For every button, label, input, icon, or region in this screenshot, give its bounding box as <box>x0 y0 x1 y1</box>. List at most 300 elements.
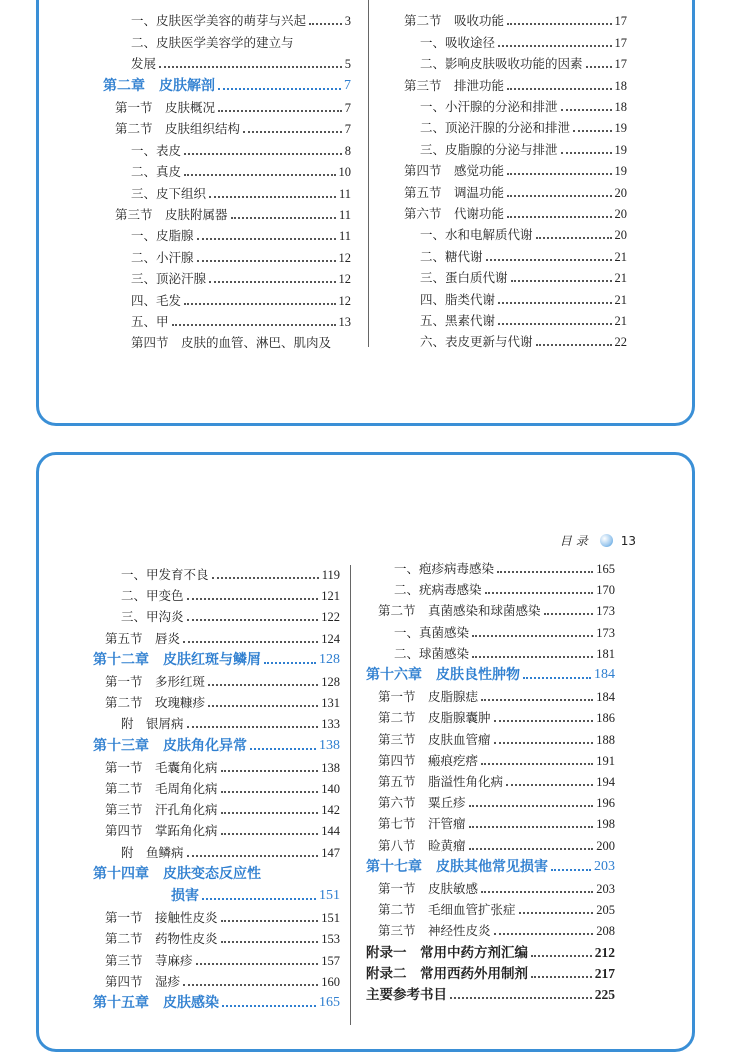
toc-entry-page: 19 <box>614 121 627 135</box>
bullet-icon <box>600 534 613 547</box>
toc-entry-title: 第二节 真菌感染和球菌感染 <box>378 603 541 618</box>
toc-entry-page: 191 <box>596 754 615 768</box>
leader-dots <box>485 592 594 594</box>
toc-entry <box>420 55 627 73</box>
leader-dots <box>250 748 316 750</box>
leader-dots <box>544 613 594 615</box>
toc-entry-title: 三、皮下组织 <box>131 186 207 201</box>
leader-dots <box>469 805 594 807</box>
toc-entry <box>105 909 340 927</box>
toc-entry-page: 17 <box>614 14 627 28</box>
toc-entry <box>105 759 340 777</box>
toc-entry-title: 第二节 毛细血管扩张症 <box>378 902 516 917</box>
toc-entry <box>105 801 340 819</box>
leader-dots <box>208 684 318 686</box>
toc-entry-page: 186 <box>596 711 615 725</box>
toc-entry-title: 附录二 常用西药外用制剂 <box>366 966 528 982</box>
toc-entry-title: 第一节 皮脂腺痣 <box>378 689 479 704</box>
toc-entry-title: 第六节 代谢功能 <box>404 206 505 221</box>
toc-entry <box>378 794 615 812</box>
toc-entry <box>131 334 351 352</box>
toc-entry-title: 二、糖代谢 <box>420 249 483 264</box>
leader-dots <box>511 280 612 282</box>
leader-dots <box>486 259 612 261</box>
toc-entry-title: 二、小汗腺 <box>131 250 194 265</box>
toc-entry-title: 损害 <box>171 888 199 904</box>
toc-entry-title: 第十五章 皮肤感染 <box>93 995 219 1011</box>
leader-dots <box>586 66 612 68</box>
toc-entry-title: 第三节 汗孔角化病 <box>105 802 218 817</box>
toc-entry <box>131 292 351 310</box>
toc-entry-page: 19 <box>614 164 627 178</box>
toc-entry <box>404 12 627 30</box>
toc-entry-title: 四、脂类代谢 <box>420 292 496 307</box>
toc-entry-title: 第四节 湿疹 <box>105 974 181 989</box>
toc-entry-title: 第七节 汗管瘤 <box>378 816 466 831</box>
toc-entry-page: 160 <box>321 975 340 989</box>
toc-entry-title: 第二章 皮肤解剖 <box>103 78 215 94</box>
toc-entry <box>420 226 627 244</box>
toc-entry-page: 205 <box>596 903 615 917</box>
toc-entry-page: 142 <box>321 803 340 817</box>
toc-page-top <box>36 0 695 426</box>
toc-entry-title: 第十六章 皮肤良性肿物 <box>366 667 520 683</box>
toc-entry-title: 第三节 排泄功能 <box>404 78 505 93</box>
toc-entry-page: 12 <box>338 272 351 286</box>
toc-entry-title: 第八节 睑黄瘤 <box>378 838 466 853</box>
toc-entry <box>420 248 627 266</box>
toc-entry-page: 157 <box>321 954 340 968</box>
toc-entry-page: 128 <box>321 675 340 689</box>
toc-entry <box>366 666 615 684</box>
toc-entry-title: 一、表皮 <box>131 143 182 158</box>
toc-entry-page: 19 <box>614 143 627 157</box>
toc-entry <box>404 184 627 202</box>
toc-entry <box>115 120 351 138</box>
toc-entry <box>131 163 351 181</box>
toc-entry <box>394 560 615 578</box>
toc-entry <box>378 688 615 706</box>
toc-entry-page: 21 <box>614 293 627 307</box>
toc-entry-page: 20 <box>614 207 627 221</box>
toc-entry-title: 二、顶泌汗腺的分泌和排泄 <box>420 120 571 135</box>
leader-dots <box>184 303 335 305</box>
leader-dots <box>506 784 593 786</box>
toc-entry-title: 三、皮脂腺的分泌与排泄 <box>420 142 558 157</box>
toc-entry-page: 10 <box>338 165 351 179</box>
toc-entry <box>366 858 615 876</box>
toc-entry-page: 7 <box>344 122 351 136</box>
toc-entry <box>378 773 615 791</box>
page-header <box>560 532 636 549</box>
leader-dots <box>494 933 594 935</box>
toc-entry <box>394 624 615 642</box>
toc-entry-page <box>615 0 628 1</box>
toc-entry-title: 二、疣病毒感染 <box>394 582 482 597</box>
leader-dots <box>507 216 611 218</box>
toc-entry-page: 170 <box>596 583 615 597</box>
toc-entry <box>378 880 615 898</box>
toc-entry <box>121 844 340 862</box>
toc-entry-title: 一、皮脂腺 <box>131 228 194 243</box>
toc-entry <box>121 566 340 584</box>
toc-entry <box>394 645 615 663</box>
toc-entry <box>115 206 351 224</box>
toc-entry-title: 第五节 脂溢性角化病 <box>378 774 504 789</box>
toc-entry-title: 第三节 神经性皮炎 <box>378 923 491 938</box>
leader-dots <box>309 23 342 25</box>
toc-entry <box>105 952 340 970</box>
leader-dots <box>497 571 593 573</box>
toc-entry-title: 一、真菌感染 <box>394 625 470 640</box>
toc-entry-page: 18 <box>614 79 627 93</box>
toc-entry-page: 11 <box>338 187 351 201</box>
toc-entry-page: 212 <box>594 945 615 960</box>
toc-page-bottom <box>36 452 695 1052</box>
toc-entry-title: 第一节 毛囊角化病 <box>105 760 218 775</box>
leader-dots <box>209 281 335 283</box>
toc-entry <box>404 205 627 223</box>
leader-dots <box>469 826 594 828</box>
toc-entry-title: 第二节 皮肤组织结构 <box>115 121 241 136</box>
toc-entry-page: 208 <box>596 924 615 938</box>
toc-entry <box>121 608 340 626</box>
toc-entry <box>420 34 627 52</box>
toc-entry <box>378 602 615 620</box>
toc-entry-title: 发展 <box>131 56 157 71</box>
toc-entry-page: 138 <box>321 761 340 775</box>
leader-dots <box>202 898 316 900</box>
toc-entry-page: 151 <box>319 888 340 903</box>
toc-entry <box>378 709 615 727</box>
toc-entry-page: 13 <box>338 315 351 329</box>
toc-entry <box>420 333 627 351</box>
leader-dots <box>573 130 611 132</box>
toc-entry-page: 151 <box>321 911 340 925</box>
leader-dots <box>507 88 611 90</box>
toc-entry-title: 三、甲沟炎 <box>121 609 184 624</box>
toc-entry-title: 附 银屑病 <box>121 716 184 731</box>
toc-entry-page: 184 <box>594 667 615 682</box>
toc-entry-title: 第五节 唇炎 <box>105 631 181 646</box>
toc-entry-page: 20 <box>614 228 627 242</box>
leader-dots <box>551 869 591 871</box>
toc-entry-page: 144 <box>321 824 340 838</box>
toc-entry-title: 第一节 接触性皮炎 <box>105 910 218 925</box>
leader-dots <box>221 770 319 772</box>
toc-entry-title: 主要参考书目 <box>366 987 447 1003</box>
toc-entry-title: 六、表皮更新与代谢 <box>420 334 533 349</box>
leader-dots <box>221 791 319 793</box>
toc-entry <box>131 0 351 1</box>
toc-entry-page: 165 <box>319 995 340 1010</box>
toc-entry-page: 17 <box>614 57 627 71</box>
toc-entry-page: 124 <box>321 632 340 646</box>
toc-entry-title: 一、小汗腺的分泌和排泄 <box>420 99 558 114</box>
toc-entry-page: 181 <box>596 647 615 661</box>
leader-dots <box>481 891 593 893</box>
toc-entry <box>131 185 351 203</box>
toc-entry-title: 第十四章 皮肤变态反应性 <box>93 866 261 882</box>
toc-entry-page: 121 <box>321 589 340 603</box>
leader-dots <box>221 941 319 943</box>
leader-dots <box>498 302 611 304</box>
leader-dots <box>264 662 316 664</box>
toc-entry <box>394 581 615 599</box>
toc-entry-title: 第二节 吸收功能 <box>404 13 505 28</box>
leader-dots <box>172 324 336 326</box>
toc-entry-page: 196 <box>596 796 615 810</box>
toc-entry <box>105 673 340 691</box>
toc-entry-page: 203 <box>596 882 615 896</box>
leader-dots <box>196 963 319 965</box>
leader-dots <box>472 635 593 637</box>
toc-entry <box>404 162 627 180</box>
leader-dots <box>498 45 611 47</box>
toc-entry-title: 第二节 皮脂腺囊肿 <box>378 710 491 725</box>
toc-entry-page: 7 <box>344 78 351 93</box>
toc-entry-title: 第一节 皮肤敏感 <box>378 881 479 896</box>
toc-entry <box>105 630 340 648</box>
column-divider <box>368 0 369 347</box>
toc-entry-title: 二、真皮 <box>131 164 182 179</box>
leader-dots <box>536 344 612 346</box>
leader-dots <box>494 720 594 722</box>
toc-entry-title: 第二节 玫瑰糠疹 <box>105 695 206 710</box>
column-divider <box>350 565 351 1025</box>
toc-entry-title: 三、顶泌汗腺 <box>131 271 207 286</box>
toc-entry-title: 附 鱼鳞病 <box>121 845 184 860</box>
toc-entry-page: 119 <box>321 568 340 582</box>
toc-entry <box>131 55 351 73</box>
toc-entry <box>131 34 351 52</box>
leader-dots <box>481 699 593 701</box>
leader-dots <box>218 88 341 90</box>
toc-entry-page: 140 <box>321 782 340 796</box>
toc-entry-page: 5 <box>344 57 351 71</box>
toc-entry-page: 8 <box>344 144 351 158</box>
leader-dots <box>523 677 591 679</box>
toc-entry <box>378 752 615 770</box>
leader-dots <box>231 217 336 219</box>
toc-entry <box>121 715 340 733</box>
leader-dots <box>507 195 611 197</box>
toc-entry <box>420 269 627 287</box>
toc-entry-page: 194 <box>596 775 615 789</box>
toc-entry <box>420 312 627 330</box>
toc-entry <box>171 887 340 905</box>
toc-entry-page: 198 <box>596 817 615 831</box>
leader-dots <box>519 912 594 914</box>
toc-entry <box>420 119 627 137</box>
toc-entry-title: 三、蛋白质代谢 <box>420 270 508 285</box>
toc-entry <box>378 815 615 833</box>
toc-entry-page: 7 <box>344 101 351 115</box>
toc-entry-page: 203 <box>594 859 615 874</box>
toc-entry <box>366 986 615 1004</box>
leader-dots <box>531 955 592 957</box>
toc-entry-title: 第四节 感觉功能 <box>404 163 505 178</box>
toc-entry <box>105 694 340 712</box>
leader-dots <box>472 656 593 658</box>
toc-entry-page: 225 <box>594 987 615 1002</box>
toc-entry-title: 第三节 皮肤血管瘤 <box>378 732 491 747</box>
toc-entry-page: 3 <box>344 14 351 28</box>
toc-entry-title: 第六节 粟丘疹 <box>378 795 466 810</box>
toc-entry-page: 20 <box>614 186 627 200</box>
toc-entry-page: 217 <box>594 966 615 981</box>
leader-dots <box>184 153 342 155</box>
toc-entry-page <box>345 0 351 1</box>
leader-dots <box>561 109 612 111</box>
leader-dots <box>212 577 319 579</box>
toc-entry <box>131 227 351 245</box>
leader-dots <box>187 598 319 600</box>
toc-entry-title <box>420 0 545 1</box>
running-title: 目录 <box>559 534 592 548</box>
toc-entry-title: 五、黑素代谢 <box>420 313 496 328</box>
toc-entry-page: 188 <box>596 733 615 747</box>
toc-entry-title: 第二节 毛周角化病 <box>105 781 218 796</box>
toc-entry <box>420 291 627 309</box>
toc-entry-title: 二、球菌感染 <box>394 646 470 661</box>
toc-entry-title: 五、甲 <box>131 314 169 329</box>
toc-entry <box>131 313 351 331</box>
toc-entry-page: 12 <box>338 294 351 308</box>
toc-entry-title: 一、吸收途径 <box>420 35 496 50</box>
page-number: 13 <box>620 533 636 548</box>
toc-entry-title: 第五节 调温功能 <box>404 185 505 200</box>
toc-entry-title: 四、毛发 <box>131 293 182 308</box>
leader-dots <box>159 66 342 68</box>
toc-entry <box>93 737 340 755</box>
toc-entry-page: 17 <box>614 36 627 50</box>
toc-entry-page: 11 <box>338 208 351 222</box>
toc-entry-page: 21 <box>614 250 627 264</box>
toc-entry-page: 21 <box>614 271 627 285</box>
toc-entry <box>93 865 340 883</box>
toc-entry <box>420 141 627 159</box>
toc-entry-title: 第一节 多形红斑 <box>105 674 206 689</box>
toc-entry <box>121 587 340 605</box>
leader-dots <box>531 976 592 978</box>
toc-entry-title <box>131 0 156 1</box>
toc-entry <box>103 77 351 95</box>
leader-dots <box>561 152 612 154</box>
toc-entry-title: 二、甲变色 <box>121 588 184 603</box>
toc-entry <box>131 270 351 288</box>
leader-dots <box>507 173 611 175</box>
toc-entry <box>131 142 351 160</box>
toc-entry-page: 173 <box>596 626 615 640</box>
toc-entry <box>105 973 340 991</box>
toc-entry-page: 12 <box>338 251 351 265</box>
toc-entry-title: 第三节 荨麻疹 <box>105 953 193 968</box>
toc-entry-title: 第三节 皮肤附属器 <box>115 207 228 222</box>
leader-dots <box>187 726 319 728</box>
leader-dots <box>221 920 319 922</box>
toc-entry-page: 165 <box>596 562 615 576</box>
toc-entry <box>131 12 351 30</box>
leader-dots <box>221 812 319 814</box>
leader-dots <box>222 1005 316 1007</box>
toc-entry-page: 153 <box>321 932 340 946</box>
leader-dots <box>208 705 318 707</box>
toc-entry <box>93 994 340 1012</box>
toc-entry-page: 173 <box>596 604 615 618</box>
toc-entry-title: 第四节 瘢痕疙瘩 <box>378 753 479 768</box>
toc-entry-title: 第十二章 皮肤红斑与鳞屑 <box>93 652 261 668</box>
leader-dots <box>197 260 336 262</box>
leader-dots <box>218 110 342 112</box>
toc-entry-page: 133 <box>321 717 340 731</box>
toc-entry <box>105 930 340 948</box>
leader-dots <box>469 848 594 850</box>
leader-dots <box>187 619 319 621</box>
leader-dots <box>183 641 318 643</box>
toc-entry <box>378 731 615 749</box>
toc-entry <box>366 944 615 962</box>
toc-entry-page: 131 <box>321 696 340 710</box>
toc-entry-title: 第十七章 皮肤其他常见损害 <box>366 859 548 875</box>
toc-entry <box>378 901 615 919</box>
toc-entry <box>378 922 615 940</box>
leader-dots <box>221 833 319 835</box>
leader-dots <box>498 323 611 325</box>
toc-entry-page: 184 <box>596 690 615 704</box>
toc-entry <box>404 77 627 95</box>
toc-entry-page: 18 <box>614 100 627 114</box>
toc-entry-title: 一、皮肤医学美容的萌芽与兴起 <box>131 13 307 28</box>
toc-entry-title: 附录一 常用中药方剂汇编 <box>366 945 528 961</box>
leader-dots <box>184 174 335 176</box>
toc-entry-title: 第二节 药物性皮炎 <box>105 931 218 946</box>
toc-entry-page: 11 <box>338 229 351 243</box>
toc-entry <box>378 837 615 855</box>
toc-entry <box>420 0 627 1</box>
toc-entry <box>115 99 351 117</box>
leader-dots <box>187 855 319 857</box>
toc-entry-title: 一、水和电解质代谢 <box>420 227 533 242</box>
leader-dots <box>536 237 612 239</box>
toc-entry <box>366 965 615 983</box>
toc-entry <box>105 780 340 798</box>
toc-entry-title: 第十三章 皮肤角化异常 <box>93 738 247 754</box>
leader-dots <box>481 763 593 765</box>
toc-entry-title: 第一节 皮肤概况 <box>115 100 216 115</box>
toc-entry <box>93 651 340 669</box>
leader-dots <box>450 997 592 999</box>
toc-entry-title: 一、疱疹病毒感染 <box>394 561 495 576</box>
toc-entry-page: 128 <box>319 652 340 667</box>
toc-entry-page: 138 <box>319 738 340 753</box>
leader-dots <box>507 23 611 25</box>
leader-dots <box>243 131 342 133</box>
leader-dots <box>209 196 336 198</box>
toc-entry-page: 147 <box>321 846 340 860</box>
toc-entry-page: 200 <box>596 839 615 853</box>
leader-dots <box>183 984 318 986</box>
leader-dots <box>197 238 336 240</box>
toc-entry <box>420 98 627 116</box>
toc-entry-title: 第四节 掌跖角化病 <box>105 823 218 838</box>
leader-dots <box>494 742 594 744</box>
toc-entry-title: 一、甲发育不良 <box>121 567 209 582</box>
toc-entry-title: 二、影响皮肤吸收功能的因素 <box>420 56 583 71</box>
toc-entry <box>131 249 351 267</box>
toc-entry-page: 22 <box>614 335 627 349</box>
toc-entry <box>105 822 340 840</box>
